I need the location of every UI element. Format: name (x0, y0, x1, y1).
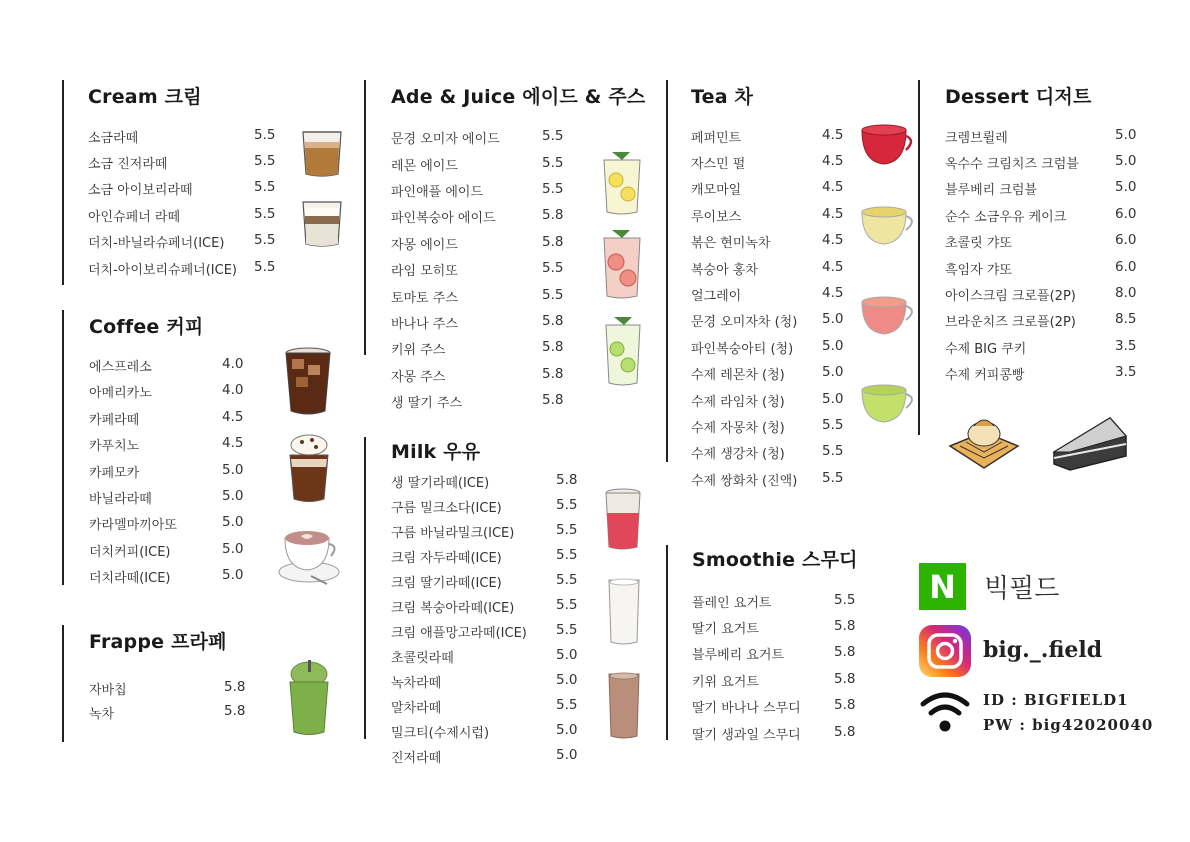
menu-price: 5.5 (556, 597, 578, 613)
section-divider (364, 437, 366, 739)
menu-item: 캐모마일 (691, 183, 742, 198)
section-title: Coffee 커피 (89, 316, 204, 338)
menu-price: 5.5 (556, 572, 578, 588)
menu-price: 6.0 (1115, 259, 1137, 275)
menu-price: 8.5 (1115, 311, 1137, 327)
lime-mojito-image (602, 315, 644, 387)
menu-price: 4.0 (222, 382, 244, 398)
instagram-icon (919, 625, 971, 677)
menu-item: 바닐라라떼 (89, 492, 152, 507)
instagram-handle: big._.field (983, 637, 1103, 663)
menu-item: 생 딸기라떼(ICE) (391, 476, 490, 491)
naver-letter: N (929, 568, 956, 606)
menu-item: 카페라떼 (89, 413, 140, 428)
menu-item: 얼그레이 (691, 289, 742, 304)
menu-item: 크림 복숭아라떼(ICE) (391, 601, 515, 616)
menu-item: 토마토 주스 (391, 291, 458, 306)
milk-glass-image (606, 576, 642, 646)
menu-price: 5.5 (542, 260, 564, 276)
red-tea-cup-image (858, 122, 914, 168)
menu-item: 키위 주스 (391, 343, 446, 358)
menu-price: 5.5 (822, 470, 844, 486)
menu-price: 5.0 (222, 567, 244, 583)
menu-price: 5.0 (556, 722, 578, 738)
menu-price: 4.5 (822, 285, 844, 301)
section-title: Ade & Juice 에이드 & 주스 (391, 86, 646, 108)
menu-price: 5.8 (834, 618, 856, 634)
menu-price: 6.0 (1115, 206, 1137, 222)
menu-item: 딸기 생과일 스무디 (692, 728, 801, 743)
menu-price: 4.5 (822, 153, 844, 169)
menu-item: 수제 생강차 (청) (691, 447, 785, 462)
menu-price: 5.0 (556, 647, 578, 663)
menu-price: 5.5 (834, 592, 856, 608)
section-title: Dessert 디저트 (945, 86, 1092, 108)
menu-item: 자바칩 (89, 683, 127, 698)
menu-price: 5.8 (542, 234, 564, 250)
menu-price: 8.0 (1115, 285, 1137, 301)
menu-price: 4.5 (822, 179, 844, 195)
menu-item: 키위 요거트 (692, 675, 759, 690)
section-title: Tea 차 (691, 86, 754, 108)
menu-price: 5.5 (254, 179, 276, 195)
menu-item: 파인복숭아티 (청) (691, 342, 794, 357)
menu-price: 4.5 (822, 259, 844, 275)
menu-item: 소금 진저라떼 (88, 157, 168, 172)
menu-price: 5.8 (542, 392, 564, 408)
menu-price: 5.5 (254, 259, 276, 275)
menu-item: 자몽 에이드 (391, 238, 458, 253)
menu-item: 아이스크림 크로플(2P) (945, 289, 1076, 304)
menu-price: 5.8 (556, 472, 578, 488)
menu-item: 볶은 현미녹차 (691, 236, 771, 251)
green-tea-frappe-image (284, 660, 334, 738)
grapefruit-ade-image (600, 228, 644, 300)
section-divider (918, 80, 920, 435)
menu-price: 5.5 (542, 287, 564, 303)
menu-item: 크림 자두라떼(ICE) (391, 551, 502, 566)
menu-item: 수제 레몬차 (청) (691, 368, 785, 383)
menu-price: 5.5 (254, 127, 276, 143)
menu-price: 5.0 (822, 311, 844, 327)
menu-item: 초콜릿라떼 (391, 651, 454, 666)
menu-price: 5.0 (1115, 127, 1137, 143)
section-title: Smoothie 스무디 (692, 549, 858, 571)
menu-price: 5.0 (822, 338, 844, 354)
menu-price: 5.5 (556, 522, 578, 538)
menu-item: 블루베리 크럼블 (945, 183, 1038, 198)
menu-item: 블루베리 요거트 (692, 648, 785, 663)
menu-price: 5.8 (542, 207, 564, 223)
menu-price: 5.5 (542, 155, 564, 171)
section-divider (62, 310, 64, 585)
wifi-icon (920, 690, 970, 734)
menu-item: 밀크티(수제시럽) (391, 726, 490, 741)
menu-price: 4.5 (222, 409, 244, 425)
menu-price: 5.5 (542, 128, 564, 144)
menu-item: 흑임자 갸또 (945, 263, 1012, 278)
menu-price: 5.0 (222, 462, 244, 478)
menu-price: 5.5 (556, 497, 578, 513)
menu-item: 녹차라떼 (391, 676, 442, 691)
menu-price: 5.5 (542, 181, 564, 197)
menu-item: 구름 밀크소다(ICE) (391, 501, 502, 516)
pink-tea-cup-image (858, 294, 918, 338)
menu-price: 5.8 (542, 339, 564, 355)
menu-price: 5.8 (834, 671, 856, 687)
menu-item: 크림 딸기라떼(ICE) (391, 576, 502, 591)
menu-item: 더치-아이보리슈페너(ICE) (88, 263, 237, 278)
menu-item: 수제 라임차 (청) (691, 395, 785, 410)
menu-item: 카페모카 (89, 466, 140, 481)
menu-item: 문경 오미자 에이드 (391, 132, 500, 147)
menu-item: 수제 BIG 쿠키 (945, 342, 1027, 357)
menu-price: 4.0 (222, 356, 244, 372)
menu-price: 5.0 (822, 391, 844, 407)
yellow-tea-cup-image (858, 204, 918, 248)
menu-item: 레몬 에이드 (391, 159, 458, 174)
iced-americano-image (282, 345, 334, 417)
menu-item: 수제 커피콩빵 (945, 368, 1025, 383)
menu-item: 자몽 주스 (391, 370, 446, 385)
menu-price: 5.0 (1115, 179, 1137, 195)
salt-latte-image (300, 128, 344, 178)
menu-price: 5.0 (1115, 153, 1137, 169)
menu-price: 5.5 (254, 153, 276, 169)
menu-price: 5.8 (834, 724, 856, 740)
menu-item: 더치커피(ICE) (89, 545, 171, 560)
lemon-ade-image (600, 150, 644, 216)
menu-item: 바나나 주스 (391, 317, 458, 332)
menu-price: 5.0 (222, 541, 244, 557)
section-divider (62, 625, 64, 742)
menu-item: 옥수수 크림치즈 크럼블 (945, 157, 1079, 172)
menu-price: 5.0 (556, 747, 578, 763)
menu-item: 생 딸기 주스 (391, 396, 463, 411)
menu-item: 에스프레소 (89, 360, 152, 375)
croffle-image (946, 412, 1022, 472)
chocolate-cake-image (1050, 412, 1130, 474)
menu-price: 6.0 (1115, 232, 1137, 248)
menu-price: 5.8 (834, 644, 856, 660)
naver-logo-icon (919, 563, 966, 610)
menu-item: 아메리카노 (89, 386, 152, 401)
menu-price: 4.5 (822, 206, 844, 222)
menu-item: 진저라떼 (391, 751, 442, 766)
menu-item: 카라멜마끼아또 (89, 518, 177, 533)
section-title: Milk 우유 (391, 441, 481, 463)
strawberry-latte-image (603, 487, 643, 551)
menu-price: 5.0 (822, 364, 844, 380)
menu-price: 5.8 (224, 703, 246, 719)
menu-item: 아인슈페너 라떼 (88, 210, 181, 225)
menu-item: 초콜릿 갸또 (945, 236, 1012, 251)
menu-price: 5.5 (254, 232, 276, 248)
menu-price: 4.5 (822, 127, 844, 143)
wifi-password: PW : big42020040 (983, 716, 1154, 734)
section-divider (666, 80, 668, 462)
menu-item: 파인애플 에이드 (391, 185, 484, 200)
wifi-id: ID : BIGFIELD1 (983, 691, 1129, 709)
menu-price: 5.0 (222, 514, 244, 530)
menu-item: 순수 소금우유 케이크 (945, 210, 1067, 225)
menu-item: 더치-바닐라슈페너(ICE) (88, 236, 225, 251)
menu-price: 5.5 (822, 443, 844, 459)
menu-item: 복숭아 홍차 (691, 263, 758, 278)
section-divider (62, 80, 64, 285)
menu-price: 5.8 (224, 679, 246, 695)
menu-item: 브라운치즈 크로플(2P) (945, 315, 1076, 330)
menu-price: 5.0 (556, 672, 578, 688)
menu-price: 5.5 (822, 417, 844, 433)
menu-price: 5.5 (254, 206, 276, 222)
menu-item: 소금라떼 (88, 131, 139, 146)
menu-price: 5.8 (834, 697, 856, 713)
menu-price: 4.5 (822, 232, 844, 248)
milk-tea-image (606, 670, 642, 740)
menu-item: 수제 쌍화차 (진액) (691, 474, 798, 489)
section-title: Cream 크림 (88, 86, 202, 108)
menu-item: 파인복숭아 에이드 (391, 211, 496, 226)
menu-item: 자스민 펄 (691, 157, 746, 172)
menu-item: 구름 바닐라밀크(ICE) (391, 526, 515, 541)
menu-item: 딸기 바나나 스무디 (692, 701, 801, 716)
menu-price: 5.8 (542, 313, 564, 329)
menu-item: 라임 모히또 (391, 264, 458, 279)
menu-price: 3.5 (1115, 364, 1137, 380)
menu-item: 루이보스 (691, 210, 742, 225)
menu-price: 5.0 (222, 488, 244, 504)
menu-price: 4.5 (222, 435, 244, 451)
lime-tea-cup-image (858, 382, 918, 426)
section-title: Frappe 프라페 (89, 631, 227, 653)
menu-price: 5.8 (542, 366, 564, 382)
menu-price: 3.5 (1115, 338, 1137, 354)
menu-item: 페퍼민트 (691, 131, 742, 146)
menu-item: 녹차 (89, 707, 115, 722)
latte-cup-image (275, 522, 343, 586)
menu-price: 5.5 (556, 697, 578, 713)
menu-price: 5.5 (556, 622, 578, 638)
menu-item: 딸기 요거트 (692, 622, 759, 637)
section-divider (364, 80, 366, 355)
menu-item: 크렘브륄레 (945, 131, 1008, 146)
cafe-mocha-image (284, 433, 334, 505)
menu-item: 플레인 요거트 (692, 596, 772, 611)
menu-item: 수제 자몽차 (청) (691, 421, 785, 436)
einspanner-latte-image (300, 198, 344, 248)
section-divider (666, 545, 668, 740)
menu-item: 말차라떼 (391, 701, 442, 716)
naver-place-name: 빅필드 (984, 574, 1060, 604)
menu-price: 5.5 (556, 547, 578, 563)
menu-item: 더치라떼(ICE) (89, 571, 171, 586)
menu-item: 소금 아이보리라떼 (88, 183, 193, 198)
menu-item: 크림 애플망고라떼(ICE) (391, 626, 527, 641)
menu-item: 카푸치노 (89, 439, 140, 454)
menu-item: 문경 오미자차 (청) (691, 315, 798, 330)
